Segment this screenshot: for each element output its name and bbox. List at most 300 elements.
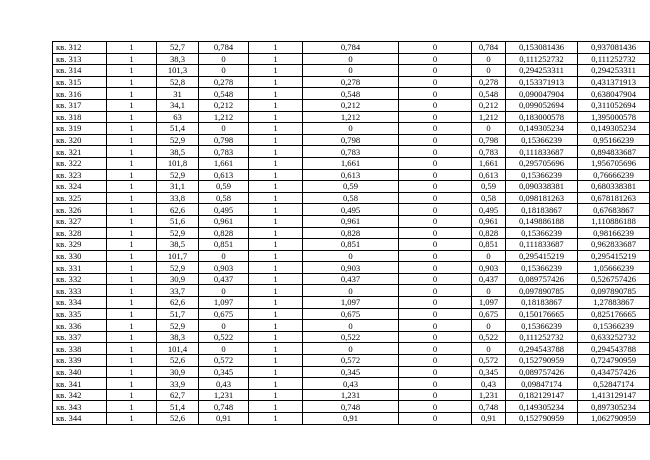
table-row [53, 157, 650, 169]
table-cell: 33,7 [157, 285, 199, 297]
table-cell: 1 [249, 204, 303, 216]
table-cell: 1 [249, 355, 303, 367]
table-cell: 1,395000578 [578, 111, 650, 123]
table-cell: 1 [249, 181, 303, 193]
table-cell: 0,212 [472, 99, 506, 111]
table-cell: 0,76666239 [578, 169, 650, 181]
table-cell: 0,15366239 [578, 320, 650, 332]
table-cell: 1 [107, 378, 157, 390]
table-cell: 0,434757426 [578, 366, 650, 378]
table-cell: 1 [107, 204, 157, 216]
table-cell: кв. 321 [53, 146, 107, 158]
table-cell: 1 [107, 239, 157, 251]
table-cell: 0,149886188 [506, 215, 578, 227]
table-row [53, 134, 650, 146]
table-cell: 0,183000578 [506, 111, 578, 123]
table-cell: 1,661 [472, 157, 506, 169]
table-cell: кв. 338 [53, 343, 107, 355]
table-cell: 0,090047904 [506, 88, 578, 100]
table-row [53, 413, 650, 425]
table-cell: 0,784 [303, 42, 399, 54]
table-cell: 38,3 [157, 331, 199, 343]
table-cell: 1 [107, 250, 157, 262]
table-cell: 0,111252732 [506, 53, 578, 65]
table-cell: 0,680338381 [578, 181, 650, 193]
table-cell: 0,495 [472, 204, 506, 216]
table-cell: 0,67683867 [578, 204, 650, 216]
table-cell: 0 [399, 343, 472, 355]
table-cell: 0,798 [472, 134, 506, 146]
table-cell: 0,961 [199, 215, 249, 227]
table-cell: 0,522 [303, 331, 399, 343]
table-cell: 0,638047904 [578, 88, 650, 100]
table-cell: 0 [399, 273, 472, 285]
table-cell: 0 [399, 88, 472, 100]
table-cell: 0 [472, 343, 506, 355]
table-row [53, 227, 650, 239]
table-cell: 0,897305234 [578, 401, 650, 413]
table-cell: 51,6 [157, 215, 199, 227]
table-cell: 1,231 [303, 389, 399, 401]
table-cell: 0,278 [472, 76, 506, 88]
table-cell: 1,097 [472, 297, 506, 309]
table-cell: 101,3 [157, 65, 199, 77]
table-row [53, 146, 650, 158]
table-cell: 0 [303, 285, 399, 297]
table-cell: 0 [199, 250, 249, 262]
table-row [53, 88, 650, 100]
table-cell: 0,149305234 [506, 401, 578, 413]
table-cell: 1 [107, 76, 157, 88]
table-cell: 33,9 [157, 378, 199, 390]
table-cell: 0,43 [472, 378, 506, 390]
table-row [53, 250, 650, 262]
table-cell: 0,15366239 [506, 169, 578, 181]
table-cell: 0 [399, 157, 472, 169]
table-cell: 0,675 [303, 308, 399, 320]
table-cell: 0,153371913 [506, 76, 578, 88]
table-cell: 0,295415219 [578, 250, 650, 262]
table-cell: 1 [249, 146, 303, 158]
table-cell: 1 [249, 76, 303, 88]
table-cell: 0,345 [303, 366, 399, 378]
table-cell: 1,231 [199, 389, 249, 401]
table-cell: 38,3 [157, 53, 199, 65]
table-body [53, 42, 650, 425]
table-cell: 0 [399, 134, 472, 146]
table-cell: 0 [399, 53, 472, 65]
table-cell: 0 [303, 123, 399, 135]
table-cell: 0,311052694 [578, 99, 650, 111]
table-cell: 0 [472, 285, 506, 297]
table-row [53, 181, 650, 193]
table-cell: кв. 325 [53, 192, 107, 204]
table-cell: 0 [303, 65, 399, 77]
table-cell: 0 [303, 53, 399, 65]
table-cell: 0 [399, 262, 472, 274]
table-cell: 1 [107, 401, 157, 413]
table-cell: 0,903 [303, 262, 399, 274]
table-cell: 1 [249, 88, 303, 100]
table-cell: 1 [249, 378, 303, 390]
table-cell: 0 [399, 308, 472, 320]
table-cell: кв. 342 [53, 389, 107, 401]
table-cell: 0 [399, 111, 472, 123]
table-cell: 51,7 [157, 308, 199, 320]
table-cell: 1 [249, 53, 303, 65]
table-cell: 0,152790959 [506, 355, 578, 367]
table-cell: 0,828 [472, 227, 506, 239]
table-cell: 0,937081436 [578, 42, 650, 54]
table-cell: 0 [199, 320, 249, 332]
table-cell: 0 [399, 331, 472, 343]
table-cell: 0 [399, 355, 472, 367]
table-cell: 0,613 [199, 169, 249, 181]
table-cell: 0,295705696 [506, 157, 578, 169]
table-cell: 0,828 [303, 227, 399, 239]
table-cell: кв. 323 [53, 169, 107, 181]
table-row [53, 42, 650, 54]
table-cell: 1 [107, 308, 157, 320]
table-cell: 38,5 [157, 239, 199, 251]
table-cell: 0,111252732 [578, 53, 650, 65]
table-row [53, 273, 650, 285]
table-cell: 1 [249, 134, 303, 146]
table-cell: кв. 336 [53, 320, 107, 332]
table-cell: 1 [249, 273, 303, 285]
table-row [53, 99, 650, 111]
table-cell: 1,05666239 [578, 262, 650, 274]
table-cell: 31,1 [157, 181, 199, 193]
table-cell: 38,5 [157, 146, 199, 158]
table-cell: 0 [399, 146, 472, 158]
table-cell: 0,572 [303, 355, 399, 367]
table-cell: кв. 343 [53, 401, 107, 413]
table-cell: 0,58 [199, 192, 249, 204]
table-row [53, 192, 650, 204]
table-cell: 0,437 [303, 273, 399, 285]
table-cell: кв. 332 [53, 273, 107, 285]
table-cell: 1 [107, 227, 157, 239]
table-cell: 1 [107, 88, 157, 100]
table-cell: кв. 327 [53, 215, 107, 227]
table-cell: 1 [107, 123, 157, 135]
table-cell: 0 [399, 413, 472, 425]
table-cell: 0,548 [303, 88, 399, 100]
table-cell: 0,903 [199, 262, 249, 274]
table-row [53, 320, 650, 332]
table-cell: 63 [157, 111, 199, 123]
table-cell: кв. 333 [53, 285, 107, 297]
table-row [53, 262, 650, 274]
table-cell: кв. 314 [53, 65, 107, 77]
table-cell: 1 [249, 413, 303, 425]
table-cell: 0,784 [199, 42, 249, 54]
table-cell: 1,062790959 [578, 413, 650, 425]
table-cell: 0,851 [199, 239, 249, 251]
table-cell: 0 [399, 215, 472, 227]
table-cell: 1,231 [472, 389, 506, 401]
table-cell: 0,724790959 [578, 355, 650, 367]
table-cell: 0,278 [303, 76, 399, 88]
table-cell: 1,212 [303, 111, 399, 123]
table-cell: 0 [199, 343, 249, 355]
table-cell: 0 [399, 320, 472, 332]
table-cell: 62,7 [157, 389, 199, 401]
table-cell: 0,150176665 [506, 308, 578, 320]
table-cell: 0 [399, 65, 472, 77]
table-cell: 0,089757426 [506, 273, 578, 285]
table-cell: 0 [199, 285, 249, 297]
table-row [53, 401, 650, 413]
table-cell: 52,7 [157, 42, 199, 54]
table-row [53, 343, 650, 355]
table-row [53, 204, 650, 216]
table-cell: 0,149305234 [506, 123, 578, 135]
table-cell: 0 [399, 227, 472, 239]
table-cell: 0,294543788 [578, 343, 650, 355]
table-cell: 0,099052694 [506, 99, 578, 111]
table-cell: 0,783 [303, 146, 399, 158]
table-cell: 0 [472, 250, 506, 262]
table-cell: 1 [249, 320, 303, 332]
table-row [53, 308, 650, 320]
table-cell: кв. 317 [53, 99, 107, 111]
table-cell: 0,633252732 [578, 331, 650, 343]
table-cell: 1 [249, 389, 303, 401]
table-cell: 0,295415219 [506, 250, 578, 262]
table-cell: 0,090338381 [506, 181, 578, 193]
table-cell: 0,91 [472, 413, 506, 425]
table-cell: 0,212 [303, 99, 399, 111]
table-cell: 1 [107, 273, 157, 285]
table-cell: кв. 341 [53, 378, 107, 390]
table-cell: 0,59 [472, 181, 506, 193]
table-cell: кв. 328 [53, 227, 107, 239]
table-cell: 0,798 [199, 134, 249, 146]
table-cell: 0 [399, 366, 472, 378]
table-cell: 0,495 [303, 204, 399, 216]
table-cell: 101,7 [157, 250, 199, 262]
table-cell: 1 [249, 343, 303, 355]
table-row [53, 355, 650, 367]
table-cell: 1 [249, 285, 303, 297]
table-cell: 1 [249, 169, 303, 181]
table-cell: 0,294543788 [506, 343, 578, 355]
table-cell: 1 [107, 111, 157, 123]
table-cell: 1 [107, 53, 157, 65]
table-cell: 1 [107, 413, 157, 425]
table-row [53, 389, 650, 401]
table-cell: 1 [107, 355, 157, 367]
table-cell: 1 [249, 111, 303, 123]
table-row [53, 366, 650, 378]
table-cell: 1 [249, 297, 303, 309]
table-cell: 1 [107, 285, 157, 297]
table-cell: 52,9 [157, 134, 199, 146]
table-cell: 0,613 [303, 169, 399, 181]
table-cell: 0 [399, 401, 472, 413]
table-cell: 0 [303, 320, 399, 332]
table-cell: 1 [107, 42, 157, 54]
table-cell: 1 [107, 65, 157, 77]
table-row [53, 285, 650, 297]
table-cell: 1,212 [472, 111, 506, 123]
table-row [53, 215, 650, 227]
table-cell: 1 [107, 181, 157, 193]
table-cell: 0,572 [472, 355, 506, 367]
table-cell: 51,4 [157, 401, 199, 413]
table-cell: 0,212 [199, 99, 249, 111]
table-cell: 30,9 [157, 273, 199, 285]
table-cell: 1 [107, 146, 157, 158]
table-cell: 52,9 [157, 169, 199, 181]
table-cell: 1 [107, 99, 157, 111]
table-cell: 1,413129147 [578, 389, 650, 401]
table-cell: 0 [399, 250, 472, 262]
table-cell: 31 [157, 88, 199, 100]
table-cell: 0 [399, 181, 472, 193]
table-cell: 0 [399, 123, 472, 135]
table-cell: 0,58 [472, 192, 506, 204]
table-cell: кв. 326 [53, 204, 107, 216]
table-cell: 0,748 [199, 401, 249, 413]
table-cell: кв. 319 [53, 123, 107, 135]
table-cell: 1 [107, 192, 157, 204]
table-cell: 0,18183867 [506, 204, 578, 216]
table-cell: 0,18183867 [506, 297, 578, 309]
table-cell: 0,522 [472, 331, 506, 343]
table-cell: 52,9 [157, 227, 199, 239]
table-cell: 0,851 [472, 239, 506, 251]
table-cell: 0,526757426 [578, 273, 650, 285]
table-cell: 0,58 [303, 192, 399, 204]
table-row [53, 378, 650, 390]
table-cell: 0,748 [472, 401, 506, 413]
table-cell: 0 [399, 169, 472, 181]
table-cell: 1,661 [199, 157, 249, 169]
table-cell: кв. 337 [53, 331, 107, 343]
table-cell: 0,91 [199, 413, 249, 425]
table-cell: 0,15366239 [506, 262, 578, 274]
table-cell: 0,111833687 [506, 239, 578, 251]
table-cell: кв. 315 [53, 76, 107, 88]
table-cell: 0,294253311 [578, 65, 650, 77]
table-cell: 0,98166239 [578, 227, 650, 239]
table-cell: 0,675 [472, 308, 506, 320]
table-cell: 0,345 [472, 366, 506, 378]
table-cell: 0,431371913 [578, 76, 650, 88]
table-cell: 0 [472, 65, 506, 77]
table-cell: 1 [249, 401, 303, 413]
table-cell: кв. 339 [53, 355, 107, 367]
table-cell: 0,097890785 [578, 285, 650, 297]
table-cell: 101,8 [157, 157, 199, 169]
table-cell: 0,495 [199, 204, 249, 216]
table-cell: 0,828 [199, 227, 249, 239]
table-cell: 0,59 [303, 181, 399, 193]
table-cell: кв. 322 [53, 157, 107, 169]
table-cell: 0,152790959 [506, 413, 578, 425]
table-cell: 1 [249, 366, 303, 378]
table-cell: 0,572 [199, 355, 249, 367]
table-cell: 52,6 [157, 413, 199, 425]
table-cell: 0,111252732 [506, 331, 578, 343]
table-cell: 0,894833687 [578, 146, 650, 158]
table-cell: 0 [399, 192, 472, 204]
table-cell: 0 [399, 76, 472, 88]
table-row [53, 297, 650, 309]
table-cell: 1 [249, 157, 303, 169]
table-cell: кв. 335 [53, 308, 107, 320]
table-row [53, 331, 650, 343]
table-cell: 0,783 [199, 146, 249, 158]
table-cell: 0,52847174 [578, 378, 650, 390]
table-cell: 1 [249, 308, 303, 320]
table-cell: 1 [107, 343, 157, 355]
table-cell: 0,748 [303, 401, 399, 413]
table-cell: 0,825176665 [578, 308, 650, 320]
table-cell: 1 [107, 331, 157, 343]
table-cell: 1 [249, 239, 303, 251]
table-cell: 1 [249, 42, 303, 54]
table-cell: 0,784 [472, 42, 506, 54]
table-cell: кв. 313 [53, 53, 107, 65]
table-cell: 0,43 [303, 378, 399, 390]
table-row [53, 65, 650, 77]
table-cell: 1 [249, 65, 303, 77]
table-cell: 0,43 [199, 378, 249, 390]
table-cell: 0,098181263 [506, 192, 578, 204]
table-cell: 0,961 [303, 215, 399, 227]
table-cell: 0,962833687 [578, 239, 650, 251]
table-cell: 0,783 [472, 146, 506, 158]
table-cell: 0,522 [199, 331, 249, 343]
table-cell: 0 [472, 53, 506, 65]
table-cell: 1 [249, 99, 303, 111]
table-cell: 0,437 [199, 273, 249, 285]
table-cell: 0 [399, 99, 472, 111]
table-cell: кв. 334 [53, 297, 107, 309]
table-cell: 30,9 [157, 366, 199, 378]
table-cell: 1 [107, 320, 157, 332]
table-cell: 0 [303, 343, 399, 355]
table-cell: 0,149305234 [578, 123, 650, 135]
table-cell: кв. 331 [53, 262, 107, 274]
table-cell: 1 [107, 169, 157, 181]
table-cell: кв. 344 [53, 413, 107, 425]
table-cell: 0,798 [303, 134, 399, 146]
table-cell: 0 [399, 42, 472, 54]
table-row [53, 123, 650, 135]
table-cell: 1,212 [199, 111, 249, 123]
table-row [53, 53, 650, 65]
table-cell: 1,661 [303, 157, 399, 169]
table-cell: 0 [199, 65, 249, 77]
table-cell: 0,097890785 [506, 285, 578, 297]
table-cell: 0,09847174 [506, 378, 578, 390]
table-cell: 0,59 [199, 181, 249, 193]
table-cell: 1 [107, 389, 157, 401]
table-cell: 51,4 [157, 123, 199, 135]
table-cell: 0,903 [472, 262, 506, 274]
table-cell: 0,15366239 [506, 320, 578, 332]
table-cell: 1 [107, 366, 157, 378]
table-cell: 52,9 [157, 262, 199, 274]
table-cell: 1 [249, 331, 303, 343]
table-cell: кв. 329 [53, 239, 107, 251]
table-cell: кв. 320 [53, 134, 107, 146]
